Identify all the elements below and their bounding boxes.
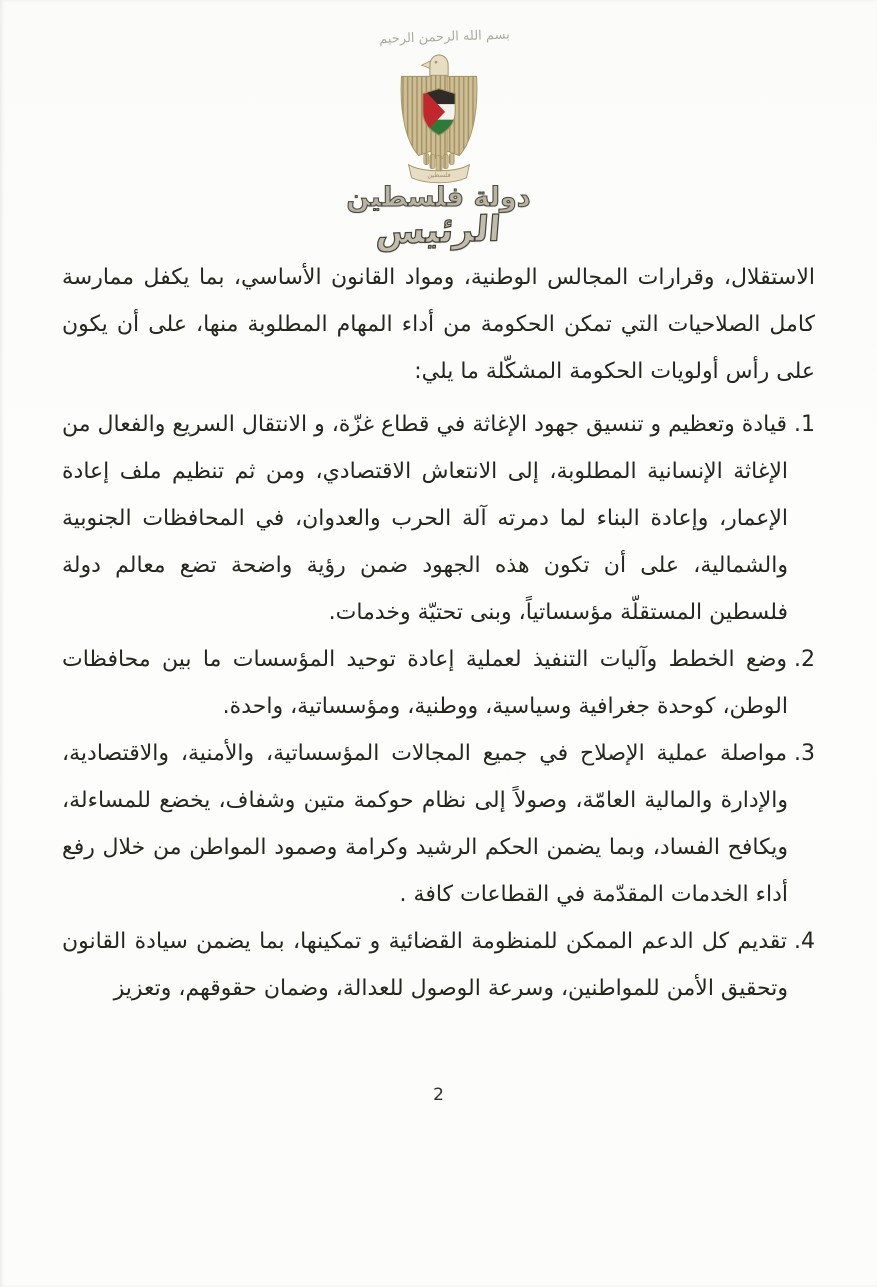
item-number: 2. [794,647,815,672]
document-body [62,254,815,1012]
emblem-banner-text: فلسطين [426,170,451,179]
item-number: 1. [794,412,815,437]
numbered-list [62,401,815,1012]
list-item [62,636,815,730]
item-number: 3. [794,741,815,766]
list-item [62,918,815,1012]
page-number: 2 [433,1085,444,1105]
palestine-coat-of-arms-icon [388,52,490,186]
intro-paragraph: الاستقلال، وقرارات المجالس الوطنية، ومواد القانون الأساسي، بما يكفل ممارسة كامل الصلاحيات التي تمكن الحكومة من أداء المهام المطلوبة منها، على أن يكون على رأس أولويات الحكومة المشكّلة ما يلي: [62,265,815,384]
basmala-calligraphy: بسم الله الرحمن الرحيم [378,27,511,48]
president-title-script: الرئيس [374,209,503,253]
item-text: وضع الخطط وآليات التنفيذ لعملية إعادة توحيد المؤسسات ما بين محافظات الوطن، كوحدة جغرافية وسياسية، ووطنية، ومؤسساتية، واحدة. [62,647,788,719]
item-text: مواصلة عملية الإصلاح في جميع المجالات المؤسساتية، والأمنية، والاقتصادية، والإدارة والمالية العامّة، وصولاً إلى نظام حوكمة متين وشفاف، يخضع للمساءلة، ويكافح الفساد، وبما يضمن الحكم الرشيد وكرامة وصمود المواطن من خلال رفع أداء الخدمات المقدّمة في القطاعات كافة . [62,741,788,907]
item-text: تقديم كل الدعم الممكن للمنظومة القضائية و تمكينها، بما يضمن سيادة القانون وتحقيق الأمن للمواطنين، وسرعة الوصول للعدالة، وضمان حقوقهم، وتعزيز [62,929,788,1001]
state-name-text: دولة فلسطين [346,182,531,213]
item-text: قيادة وتعظيم و تنسيق جهود الإغاثة في قطاع غزّة، و الانتقال السريع والفعال من الإغاثة الإنسانية المطلوبة، إلى الانتعاش الاقتصادي، ومن ثم تنظيم ملف إعادة الإعمار، وإعادة البناء لما دمرته آلة الحرب والعدوان، في المحافظات الجنوبية والشمالية، على أن تكون هذه الجهود ضمن رؤية واضحة تضع معالم دولة فلسطين المستقلّة مؤسساتياً، وبنى تحتيّة وخدمات. [62,412,788,625]
list-item [62,730,815,918]
list-item [62,401,815,636]
item-number: 4. [794,929,815,954]
